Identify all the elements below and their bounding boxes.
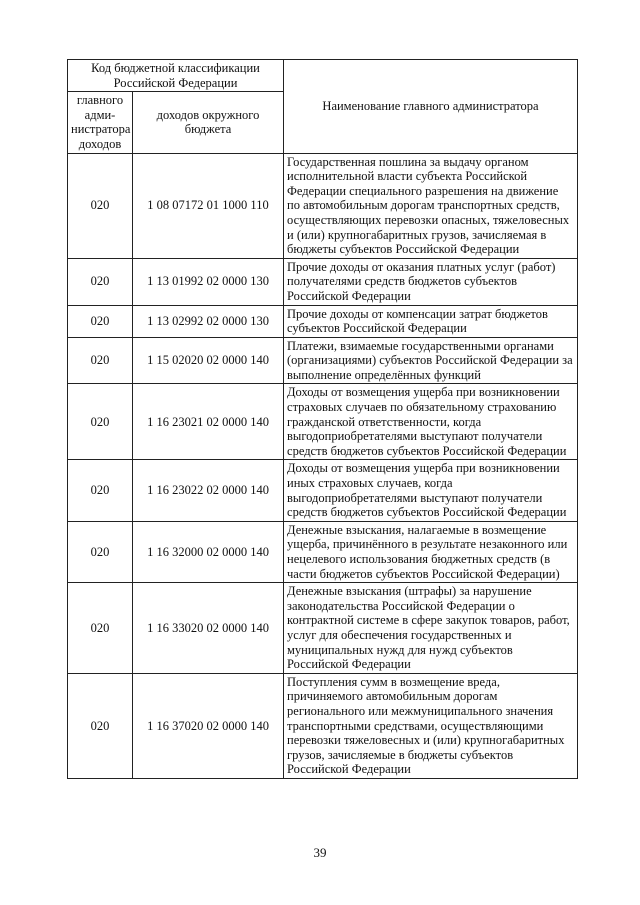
admin-code-cell: 020 <box>68 673 133 778</box>
admin-code-cell: 020 <box>68 258 133 305</box>
administrator-name-cell: Денежные взыскания (штрафы) за нарушение законодательства Российской Федерации о контрактной системе в сфере закупок товаров, работ, услуг для обеспечения государственных и муниципальных нужд для нужд субъектов Российской Федерации <box>284 583 578 674</box>
administrator-name-cell: Прочие доходы от компенсации затрат бюджетов субъектов Российской Федерации <box>284 305 578 337</box>
budget-code-cell: 1 13 01992 02 0000 130 <box>133 258 284 305</box>
header-budget-classification: Код бюджетной классификации Российской Федерации <box>68 60 284 92</box>
administrator-name-cell: Поступления сумм в возмещение вреда, причиняемого автомобильным дорогам регионального или межмуниципального значения транспортными средствами, осуществляющими перевозки тяжеловесных и (или) крупногабаритных грузов, зачисляемые в бюджеты субъектов Российской Федерации <box>284 673 578 778</box>
budget-code-cell: 1 16 23021 02 0000 140 <box>133 384 284 460</box>
administrator-name-cell: Доходы от возмещения ущерба при возникновении иных страховых случаев, когда выгодоприобретателями выступают получатели средств бюджетов субъектов Российской Федерации <box>284 460 578 521</box>
budget-code-cell: 1 13 02992 02 0000 130 <box>133 305 284 337</box>
header-admin-code: главного адми-нистратора доходов <box>68 92 133 153</box>
table-row <box>68 673 578 778</box>
budget-code-cell: 1 08 07172 01 1000 110 <box>133 153 284 258</box>
administrator-name-cell: Денежные взыскания, налагаемые в возмещение ущерба, причинённого в результате незаконного или нецелевого использования бюджетных средств (в части бюджетов субъектов Российской Федерации) <box>284 521 578 582</box>
table-row <box>68 583 578 674</box>
table-body <box>68 153 578 778</box>
table-header-row-1 <box>68 60 578 92</box>
table-row <box>68 337 578 384</box>
admin-code-cell: 020 <box>68 583 133 674</box>
admin-code-cell: 020 <box>68 153 133 258</box>
administrator-name-cell: Платежи, взимаемые государственными органами (организациями) субъектов Российской Федерации за выполнение определённых функций <box>284 337 578 384</box>
admin-code-cell: 020 <box>68 384 133 460</box>
admin-code-cell: 020 <box>68 305 133 337</box>
administrator-name-cell: Государственная пошлина за выдачу органом исполнительной власти субъекта Российской Федерации специального разрешения на движение по автомобильным дорогам транспортных средств, осуществляющих перевозки опасных, тяжеловесных и (или) крупногабаритных грузов, зачисляемая в бюджеты субъектов Российской Федерации <box>284 153 578 258</box>
budget-code-cell: 1 16 37020 02 0000 140 <box>133 673 284 778</box>
table-row <box>68 460 578 521</box>
administrator-name-cell: Доходы от возмещения ущерба при возникновении страховых случаев по обязательному страхованию гражданской ответственности, когда выгодоприобретателями выступают получатели средств бюджетов субъектов Российской Федерации <box>284 384 578 460</box>
budget-code-cell: 1 15 02020 02 0000 140 <box>133 337 284 384</box>
header-administrator-name: Наименование главного администратора <box>284 60 578 154</box>
budget-code-cell: 1 16 32000 02 0000 140 <box>133 521 284 582</box>
admin-code-cell: 020 <box>68 337 133 384</box>
admin-code-cell: 020 <box>68 460 133 521</box>
table-row <box>68 258 578 305</box>
administrator-name-cell: Прочие доходы от оказания платных услуг (работ) получателями средств бюджетов субъектов Российской Федерации <box>284 258 578 305</box>
budget-code-cell: 1 16 23022 02 0000 140 <box>133 460 284 521</box>
admin-code-cell: 020 <box>68 521 133 582</box>
budget-code-cell: 1 16 33020 02 0000 140 <box>133 583 284 674</box>
revenue-administrators-table <box>67 59 578 779</box>
table-row <box>68 305 578 337</box>
table-row <box>68 384 578 460</box>
header-budget-code: доходов окружного бюджета <box>133 92 284 153</box>
table-row <box>68 521 578 582</box>
page-number: 39 <box>313 845 327 860</box>
table-row <box>68 153 578 258</box>
